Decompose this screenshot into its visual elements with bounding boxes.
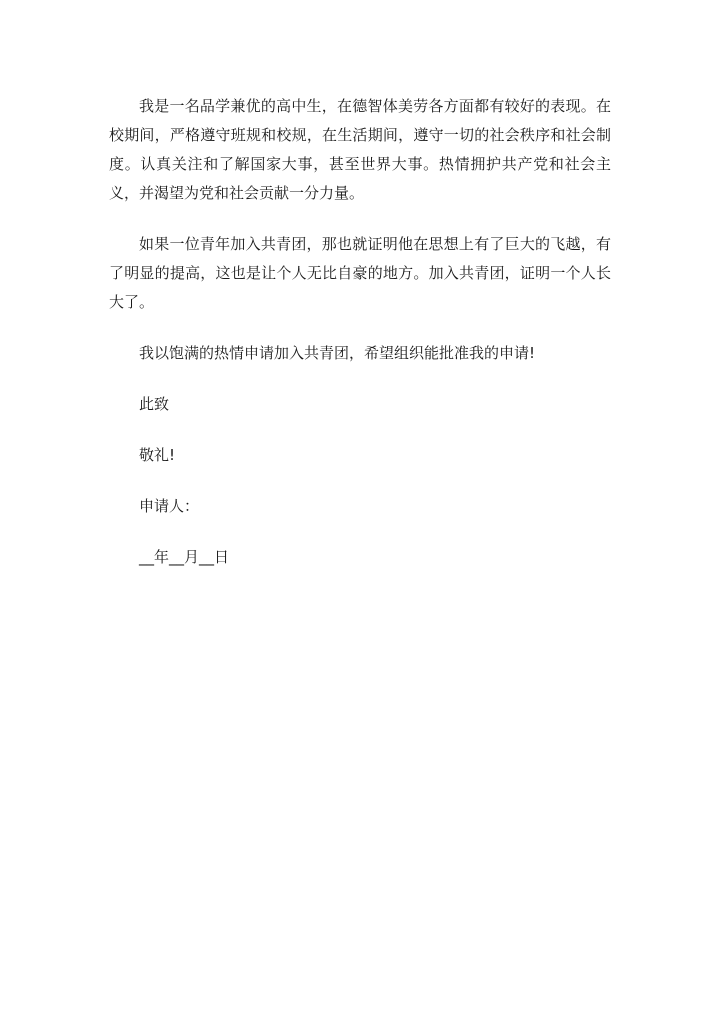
paragraph-self-introduction: 我是一名品学兼优的高中生，在德智体美劳各方面都有较好的表现。在校期间，严格遵守班规和校规，在生活期间，遵守一切的社会秩序和社会制度。认真关注和了解国家大事，甚至世界大事。热情拥护共产党和社会主义，并渴望为党和社会贡献一分力量。 — [109, 97, 611, 202]
closing-regards: 敬礼! — [139, 446, 176, 464]
closing-salutation: 此致 — [139, 395, 170, 413]
applicant-label: 申请人： — [139, 497, 200, 515]
paragraph-application-request: 我以饱满的热情申请加入共青团，希望组织能批准我的申请! — [139, 344, 536, 362]
paragraph-youth-league-meaning: 如果一位青年加入共青团，那也就证明他在思想上有了巨大的飞越，有了明显的提高，这也是让个人无比自豪的地方。加入共青团，证明一个人长大了。 — [109, 235, 611, 311]
date-line: __年__月__日 — [139, 548, 230, 566]
document-body — [109, 92, 611, 572]
